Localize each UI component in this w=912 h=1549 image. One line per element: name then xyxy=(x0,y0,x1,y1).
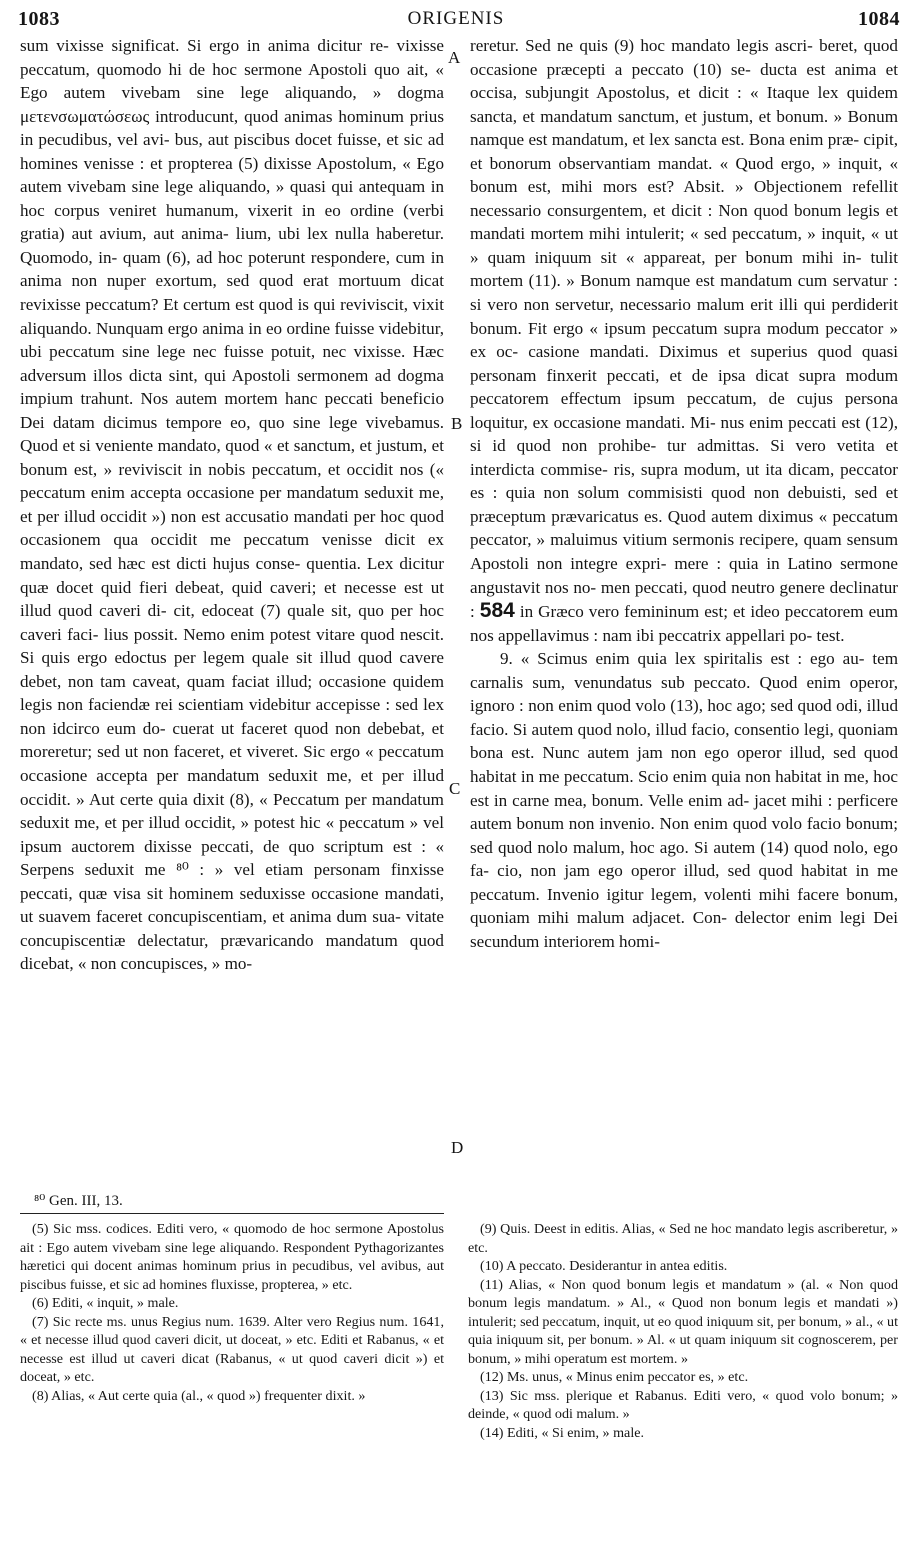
text-line: malum erit illi qui perdiderit bonum. Fit ergo xyxy=(470,295,898,338)
text-line: me ⁸⁰ : » vel etiam personam finxisse peccati, quæ xyxy=(20,860,444,903)
right-column xyxy=(470,34,898,953)
text-line: in eo ordine fuisse videbitur, ubi peccatum sine xyxy=(20,318,444,362)
text-line: sum vixisse significat. Si ergo in anima dicitur re- xyxy=(20,36,389,55)
text-line: delector enim legi Dei secundum interiorem homi- xyxy=(470,908,898,951)
footnote: (10) A peccato. Desiderantur in antea editis. xyxy=(480,1258,728,1275)
text-line: lege nec fuisse potuit, nec vixisse. Hæc adversum xyxy=(20,342,444,385)
text-line: me peccatum. Invenio igitur legem, volenti mihi xyxy=(470,861,898,904)
text-line: peccati, de quo scriptum est : « Serpens seduxit xyxy=(20,836,445,880)
text-line: lege vivebamus. Quod et si veniente mandato, quod xyxy=(20,412,445,456)
text-line: reviviscit, vixit aliquando. Nunquam ergo anima xyxy=(20,295,444,338)
text-line: aliquando, » dogma μετενσωματώσεως introducunt, xyxy=(20,83,444,126)
text-line: in me peccatum. Scio enim quia non habitat in xyxy=(520,766,840,786)
text-line: ago; sed quod odi, illud facio. Si autem quod nolo, xyxy=(470,696,898,739)
text-line: cipit, et bonorum observantiam mandat. « Quod xyxy=(470,130,899,173)
margin-letter-b: B xyxy=(451,414,463,433)
text-line: venisse : et propterea (5) dixisse Apostolum, « Ego xyxy=(83,153,444,173)
text-line: jacet mihi : perficere autem bonum non invenio. xyxy=(470,790,898,834)
text-line: in eo ordine (verbi gratia) aut avium, aut anima- xyxy=(20,200,444,244)
text-line: suavem faceret concupiscentiam, et anima dum sua- xyxy=(38,907,401,927)
text-line: potest hic « peccatum » vel ipsum auctorem dixisse xyxy=(20,813,444,856)
footnote: (14) Editi, « Si enim, » male. xyxy=(480,1425,645,1442)
text-line: bus, aut piscibus docet fuisse, et sic ad homines xyxy=(20,130,444,173)
text-line: lium, ubi lex nulla haberetur. Quomodo, in- xyxy=(20,224,444,267)
text-line: dicit : Non quod bonum legis et mandati mortem xyxy=(470,200,899,244)
text-line: « peccatum peccator, » maluimus vitium sermonis xyxy=(470,506,899,550)
text-line: me, hoc est in carne mea, bonum. Velle enim ad- xyxy=(470,766,898,810)
text-line: reretur. Sed ne quis (9) hoc mandato legis ascri- xyxy=(470,36,813,55)
text-line: in Græco vero femininum est; et ideo peccatorem eum xyxy=(519,602,898,622)
text-line: quid caveri; et necesse est ut illud quod caveri di- xyxy=(20,577,444,621)
text-line: facere bonum, quoniam mihi malum adjacet. Con- xyxy=(470,884,899,928)
right-paragraph-1 xyxy=(470,34,898,647)
text-line: Non enim quod volo facio bonum; sed quod nolo xyxy=(470,814,898,857)
text-line: vixisse peccatum, quomodo hi de hoc sermone xyxy=(20,36,444,79)
text-line: illos dicta sint, qui Apostoli sermonem ad dogma xyxy=(93,365,444,385)
text-line: quod occasionem qua occidit me peccatum venisse xyxy=(20,506,445,550)
text-line: dicat revixisse peccatum? Et certum est quod is qui xyxy=(20,271,444,315)
text-line: dicit ex mandato, sed hæc est dicti hujus conse- xyxy=(20,530,444,574)
text-line: ris, supra modum, ut ita dicam, peccator es : quia xyxy=(470,459,898,503)
text-line: sanctum, et justum, et bonum. » Bonum namque xyxy=(470,106,898,150)
text-line: beneficio Dei datam dicimus tempore eo, quo sine xyxy=(20,389,444,432)
text-line: visa sit hominem seduxisse occasione mandati, ut xyxy=(20,883,444,927)
text-line: mandatum quod dicebat, « non concupisces, » mo- xyxy=(20,930,444,974)
text-line: Objectionem refellit necessario consurgentem, et xyxy=(470,177,898,220)
running-title: ORIGENIS xyxy=(407,8,505,29)
text-line: mere : quia in Latino sermone angustavit nos no- xyxy=(470,554,898,597)
text-line: 9. « Scimus enim quia lex spiritalis est : ego au- xyxy=(500,649,865,669)
footnote: (13) Sic mss. plerique et Rabanus. Editi vero, « quod volo bonum; » deinde, « quod odi malum. » xyxy=(468,1387,898,1423)
footnotes-right xyxy=(468,1220,898,1443)
text-line: nos appellavimus : nam ibi peccatrix appellari po- xyxy=(470,625,813,645)
text-line: illud facio, consentio legi, quoniam bona est. Nunc xyxy=(470,719,899,763)
text-line: cuerat ut faceret quod non debebat, et moreretur; xyxy=(20,718,445,762)
text-line: occasione accepta per mandatum seduxit me, et per xyxy=(20,765,404,785)
text-line: quam (6), ad hoc poterunt respondere, cum in xyxy=(122,247,444,267)
text-line: tulit mortem (11). » Bonum namque est mandatum xyxy=(470,247,898,291)
text-line: impium trahunt. Nos autem mortem hanc peccati xyxy=(20,389,374,409)
text-line: quentia. Lex dicitur quæ docet quid fieri debeat, xyxy=(20,554,444,597)
footnotes-left xyxy=(20,1220,444,1405)
text-line: anima non nuper exortum, sed quod erat mortuum xyxy=(20,271,402,291)
text-line: cum servatur : si vero non servetur, necessario xyxy=(470,271,898,315)
text-line: personam finxerit peccati, et de ipsa dicat supra xyxy=(470,365,836,385)
margin-letter-a: A xyxy=(448,48,461,67)
text-line: quam iniquum sit « appareat, per bonum mihi in- xyxy=(487,247,862,267)
text-line: test. xyxy=(816,625,845,645)
margin-letter-c: C xyxy=(449,779,461,798)
footnote: (7) Sic recte ms. unus Regius num. 1639. Alter vero Regius num. 1641, « et necesse illud quod caveri dicit, ut doceat, » etc. Editi et Rabanus, « et necesse est illud ut caveri dicat (Rabanus, « ut quod caveri dicit ») et doceat, » etc. xyxy=(20,1313,444,1386)
text-line: malum, hoc ago. Si autem (14) quod nolo, ego fa- xyxy=(470,837,898,881)
text-line: tur admittas. Si vero vetita et interdicta commise- xyxy=(470,436,899,479)
text-line: casione mandati. Diximus et superius quod quasi xyxy=(528,342,899,362)
migne-page-marker: 584 xyxy=(479,599,515,623)
text-line: autem vivebam sine lege aliquando, » quasi qui xyxy=(20,177,354,197)
text-line: recipere, quam sensum Apostoli non integre expri- xyxy=(470,530,898,574)
text-line: mihi intulerit; « sed peccatum, » inquit, « ut » xyxy=(470,224,898,267)
text-line: videbitur accepisse : sed lex non idcirco eum do- xyxy=(20,695,445,738)
text-line: lius possit. Nemo enim potest vitare quod nescit. xyxy=(103,624,444,644)
text-line: in nobis peccatum, et occidit nos (« peccatum enim xyxy=(20,459,444,503)
text-line: « ipsum peccatum supra modum peccator » ex oc- xyxy=(470,318,899,362)
left-column xyxy=(20,34,444,976)
footnote: (6) Editi, « inquit, » male. xyxy=(32,1295,179,1312)
text-line: ergo, » inquit, « bonum est, mihi mors est? Absit. » xyxy=(470,153,899,197)
text-line: occasione quidem legis non faciendæ rei scientiam xyxy=(20,671,444,715)
footnote: (9) Quis. Deest in editis. Alias, « Sed ne hoc mandato legis ascriberetur, » etc. xyxy=(468,1221,898,1256)
page-number-right: 1084 xyxy=(858,8,900,30)
text-line: tem carnalis sum, venundatus sub peccato. Quod xyxy=(470,649,898,692)
footnote: (8) Alias, « Aut certe quia (al., « quod ») frequenter dixit. » xyxy=(32,1387,366,1404)
text-line: « et sanctum, et justum, et bonum est, » reviviscit xyxy=(20,436,444,479)
text-line: nus enim peccati est (12), si id quod non prohibe- xyxy=(470,412,899,456)
text-line: vitate concupiscentiæ delectatur, prævaricando xyxy=(20,907,445,950)
footnote: (11) Alias, « Non quod bonum legis et mandatum » (al. « Non quod bonum legis mandatum. » Al., « Quod non bonum legis et mandati ») intulerit; sed peccatum, inquit, ut eo quod iniquum sit, per bonum, » al., « ut quia iniquum sit, per bonum. » Al. « ut quam iniquum sit cognoscerem, per bonum, » mihi operatum est mortem. » xyxy=(468,1276,898,1367)
text-line: non solum commisisti quod non debuisti, sed et xyxy=(543,483,898,503)
text-line: cit, edoceat (7) quale sit, quo per hoc caveri faci- xyxy=(20,601,445,644)
text-line: men peccati, quod neutro genere declinatur : xyxy=(470,577,898,622)
text-line: cio, non jam ego operor illud, sed quod habitat in xyxy=(497,861,869,881)
text-line: dicit : « Itaque lex quidem sancta, et mandatum xyxy=(470,83,898,126)
page-number-left: 1083 xyxy=(18,8,60,30)
left-paragraph xyxy=(20,34,444,976)
text-line: præceptum prævaricatus es. Quod autem diximus xyxy=(470,506,814,526)
margin-letter-d: D xyxy=(451,1138,464,1157)
text-line: quod animas hominum prius in pecudibus, vel avi- xyxy=(20,106,444,150)
text-line: accepta occasione per mandatum seduxit me, et per xyxy=(20,483,444,526)
text-line: sed ut non faceret, et viveret. Sic ergo « peccatum xyxy=(97,742,444,762)
text-line: modum peccatorem effectum ipsum peccatum, de xyxy=(470,365,898,409)
text-line: antequam in hoc corpus veniret humanum, vixerit xyxy=(20,177,444,220)
scripture-reference: ⁸⁰ Gen. III, 13. xyxy=(34,1193,123,1209)
footnote-divider xyxy=(20,1213,444,1214)
text-line: cavere debet, non tam caveat, quam faciat illud; xyxy=(20,648,445,691)
footnote: (5) Sic mss. codices. Editi vero, « quomodo de hoc sermone Apostolus ait : Ego autem vivebam sine lege aliquando. Respondent Pythagorizantes hæretici qui docent animas hominum prius in pecudibus, vel avibus, aut piscibus fuisse, et sic ad homines fluxisse, propterea, » etc. xyxy=(20,1221,444,1293)
text-line: beret, quod occasione præcepti a peccato (10) se- xyxy=(470,36,898,79)
text-line: enim operor, ignoro : non enim quod volo (13), hoc xyxy=(470,672,899,716)
text-line: autem jam non ego operor illud, sed quod habitat xyxy=(470,743,899,786)
text-line: per mandatum seduxit me, et per illud occidit, » xyxy=(20,789,444,833)
text-line: illud occidit. » Aut certe quia dixit (8), « Peccatum xyxy=(20,765,444,809)
footnote: (12) Ms. unus, « Minus enim peccator es, » etc. xyxy=(480,1369,749,1386)
text-line: ducta est anima et occisa, subjungit Apostolus, et xyxy=(470,59,898,103)
text-line: est mandatum, et lex sancta est. Bona enim præ- xyxy=(528,130,860,150)
right-paragraph-2 xyxy=(470,647,898,953)
text-line: cujus persona loquitur, ex occasione mandati. Mi- xyxy=(470,389,898,432)
text-line: illud occidit ») non est accusatio mandati per hoc xyxy=(63,506,405,526)
text-line: Si quis ergo edoctus per legem quale sit illud quod xyxy=(20,648,393,668)
text-line: Apostoli quo ait, « Ego autem vivebam sine lege xyxy=(20,59,444,103)
